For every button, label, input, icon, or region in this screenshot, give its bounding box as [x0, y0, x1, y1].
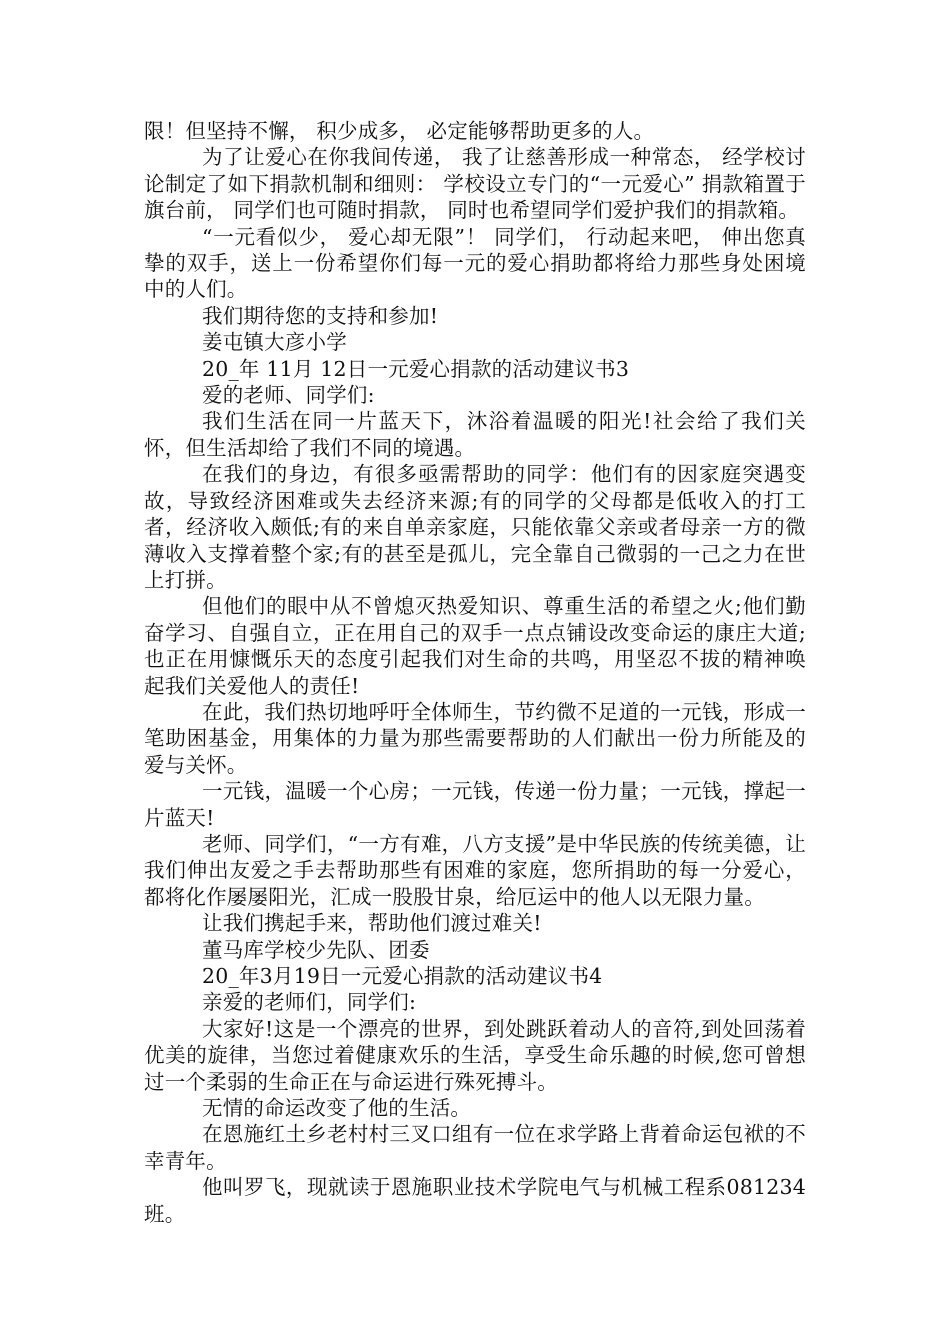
paragraph: 为了让爱心在你我间传递， 我了让慈善形成一种常态， 经学校讨论制定了如下捐款机制和细则： 学校设立专门的“一元爱心” 捐款箱置于旗台前， 同学们也可随时捐款， 同时也希望同学们爱护我们的捐款箱。: [144, 145, 806, 223]
salutation: 亲爱的老师们，同学们:: [202, 990, 417, 1015]
document-page: [144, 118, 806, 1227]
paragraph: 老师、同学们，“一方有难，八方支援”是中华民族的传统美德，让我们伸出友爱之手去帮助那些有困难的家庭，您所捐助的每一分爱心，都将化作屡屡阳光，汇成一股股甘泉，给厄运中的他人以无限力量。: [144, 831, 806, 909]
paragraph: 让我们携起手来，帮助他们渡过难关!: [202, 911, 542, 936]
paragraph: 在此，我们热切地呼吁全体师生，节约微不足道的一元钱，形成一笔助困基金，用集体的力量为那些需要帮助的人们献出一份力所能及的爱与关怀。: [144, 699, 806, 777]
paragraph: 我们期待您的支持和参加!: [202, 303, 439, 328]
paragraph: 我们生活在同一片蓝天下，沐浴着温暖的阳光!社会给了我们关怀，但生活却给了我们不同的境遇。: [144, 409, 806, 460]
section-heading: 20_年3月19日一元爱心捐款的活动建议书4: [202, 964, 603, 988]
paragraph: 限！但坚持不懈， 积少成多， 必定能够帮助更多的人。: [144, 119, 655, 143]
signature-line: 董马库学校少先队、团委: [202, 937, 430, 962]
salutation: 爱的老师、同学们:: [202, 383, 375, 408]
paragraph: “一元看似少， 爱心却无限”！ 同学们， 行动起来吧， 伸出您真挚的双手，送上一份希望你们每一元的爱心捐助都将给力那些身处困境中的人们。: [144, 224, 806, 302]
paragraph: 一元钱，温暖一个心房；一元钱，传递一份力量；一元钱，撑起一片蓝天!: [144, 779, 806, 830]
paragraph: 无情的命运改变了他的生活。: [202, 1096, 472, 1121]
paragraph: 但他们的眼中从不曾熄灭热爱知识、尊重生活的希望之火;他们勤奋学习、自强自立，正在用自己的双手一点点铺设改变命运的康庄大道;也正在用慷慨乐天的态度引起我们对生命的共鸣，用坚忍不拔的精神唤起我们关爱他人的责任!: [144, 594, 806, 698]
paragraph: 在我们的身边，有很多亟需帮助的同学：他们有的因家庭突遇变故，导致经济困难或失去经济来源;有的同学的父母都是低收入的打工者，经济收入颇低;有的来自单亲家庭，只能依靠父亲或者母亲一方的微薄收入支撑着整个家;有的甚至是孤儿，完全靠自己微弱的一己之力在世上打拼。: [144, 462, 806, 592]
signature-line: 姜屯镇大彦小学: [202, 330, 347, 355]
section-heading: 20_年 11月 12日一元爱心捐款的活动建议书3: [202, 356, 630, 381]
paragraph: 大家好!这是一个漂亮的世界，到处跳跃着动人的音符,到处回荡着优美的旋律，当您过着健康欢乐的生活，享受生命乐趣的时候,您可曾想过一个柔弱的生命正在与命运进行殊死搏斗。: [144, 1016, 806, 1094]
paragraph: 在恩施红土乡老村村三叉口组有一位在求学路上背着命运包袱的不幸青年。: [144, 1122, 806, 1173]
paragraph: 他叫罗飞，现就读于恩施职业技术学院电气与机械工程系081234班。: [144, 1175, 806, 1226]
